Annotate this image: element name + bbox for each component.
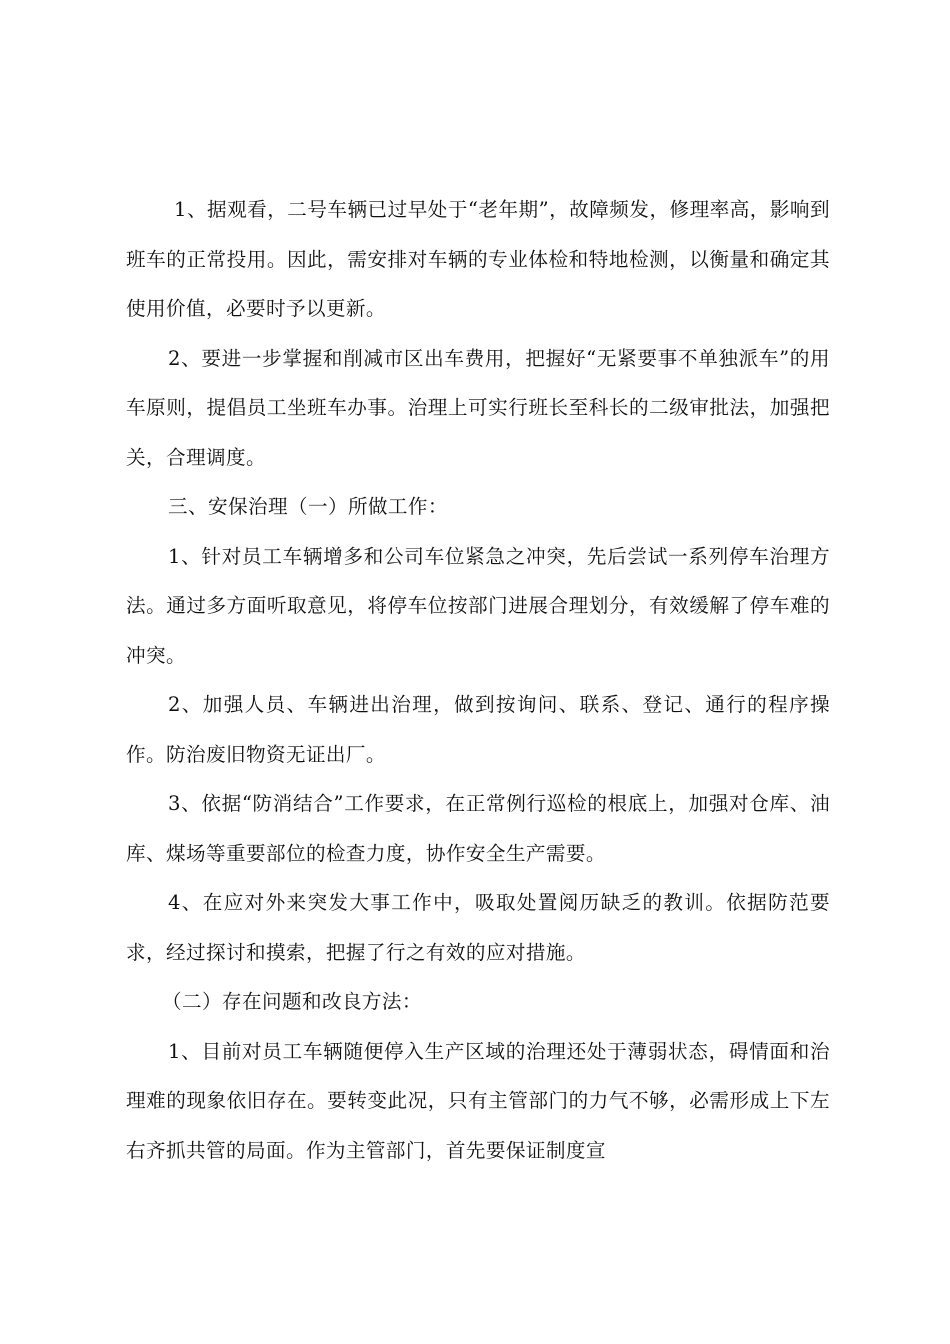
paragraph-issue-parking: 1、目前对员工车辆随便停入生产区域的治理还处于薄弱状态，碍情面和治理难的现象依旧存在。要转变此况，只有主管部门的力气不够，必需形成上下左右齐抓共管的局面。作为主管部门，首先要保证制度宣 bbox=[126, 1039, 830, 1162]
document-body bbox=[126, 185, 830, 1175]
paragraph-access-control: 2、加强人员、车辆进出治理，做到按询问、联系、登记、通行的程序操作。防治废旧物资无证出厂。 bbox=[126, 693, 830, 766]
paragraph-vehicle-aging: 1、据观看，二号车辆已过早处于“老年期”，故障频发，修理率高，影响到班车的正常投用。因此，需安排对车辆的专业体检和特地检测，以衡量和确定其使用价值，必要时予以更新。 bbox=[126, 198, 830, 320]
paragraph-fire-prevention: 3、依据“防消结合”工作要求，在正常例行巡检的根底上，加强对仓库、油库、煤场等重要部位的检查力度，协作安全生产需要。 bbox=[126, 792, 830, 865]
section-heading-security: 三、安保治理（一）所做工作： bbox=[168, 495, 448, 518]
paragraph-emergency: 4、在应对外来突发大事工作中，吸取处置阅历缺乏的教训。依据防范要求，经过探讨和摸索，把握了行之有效的应对措施。 bbox=[126, 891, 830, 964]
paragraph-vehicle-cost: 2、要进一步掌握和削减市区出车费用，把握好“无紧要事不单独派车”的用车原则，提倡员工坐班车办事。治理上可实行班长至科长的二级审批法，加强把关，合理调度。 bbox=[126, 346, 830, 469]
subsection-heading-issues: （二）存在问题和改良方法： bbox=[162, 990, 422, 1013]
paragraph-parking: 1、针对员工车辆增多和公司车位紧急之冲突，先后尝试一系列停车治理方法。通过多方面听取意见，将停车位按部门进展合理划分，有效缓解了停车难的冲突。 bbox=[126, 544, 830, 667]
